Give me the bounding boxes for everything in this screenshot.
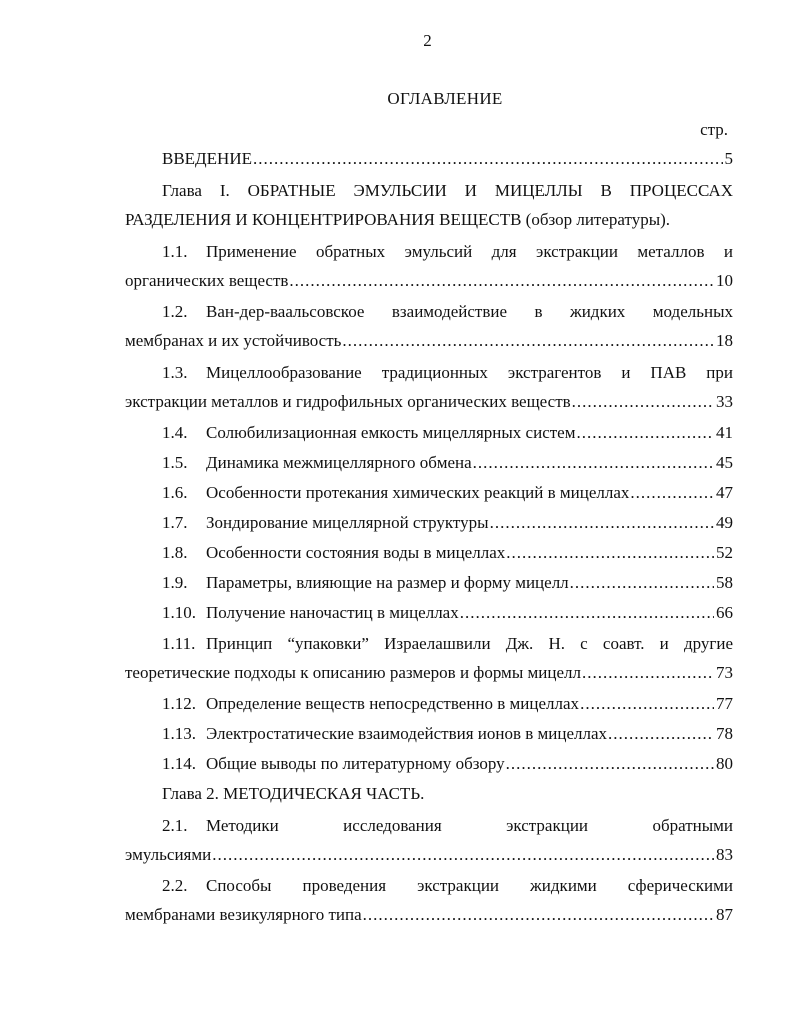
entry-title: теоретические подходы к описанию размеров и формы мицелл — [125, 663, 581, 682]
dot-leader — [342, 329, 714, 353]
toc-entry-1-8[interactable] — [162, 541, 733, 565]
dot-leader — [253, 147, 723, 171]
chapter-1-heading-line-1[interactable] — [162, 179, 733, 203]
entry-number: 1.6. — [162, 483, 188, 502]
chapter-1-heading-line-2 — [125, 208, 733, 232]
entry-title: Получение наночастиц в мицеллах — [206, 603, 459, 622]
toc-entry-1-1[interactable] — [162, 240, 733, 264]
entry-title: Общие выводы по литературному обзору — [206, 754, 505, 773]
toc-entry-1-4[interactable] — [162, 421, 733, 445]
dot-leader — [473, 451, 714, 475]
toc-entry-1-5[interactable] — [162, 451, 733, 475]
entry-number: 1.1. — [162, 242, 188, 261]
dot-leader — [289, 269, 714, 293]
entry-page: 87 — [716, 905, 733, 924]
entry-number: 1.14. — [162, 754, 196, 773]
entry-number: 1.2. — [162, 302, 188, 321]
toc-entry-2-1-cont — [125, 843, 733, 867]
entry-number: 1.3. — [162, 363, 188, 382]
toc-entry-1-13[interactable] — [162, 722, 733, 746]
toc-entry-1-3-cont — [125, 390, 733, 414]
entry-page: 49 — [716, 513, 733, 532]
entry-page: 77 — [716, 694, 733, 713]
dot-leader — [506, 541, 714, 565]
toc-entry-1-2[interactable] — [162, 300, 733, 324]
toc-entry-1-3[interactable] — [162, 361, 733, 385]
entry-title: Особенности состояния воды в мицеллах — [206, 543, 506, 562]
chapter-heading-text: Глава I. ОБРАТНЫЕ ЭМУЛЬСИИ И МИЦЕЛЛЫ В ПРОЦЕССАХ — [162, 181, 733, 200]
entry-title: органических веществ — [125, 271, 289, 290]
entry-page: 47 — [716, 483, 733, 502]
toc-entry-2-2-cont — [125, 903, 733, 927]
toc-entry-1-2-cont — [125, 329, 733, 353]
toc-entry-1-7[interactable] — [162, 511, 733, 535]
entry-page: 41 — [716, 423, 733, 442]
entry-page: 18 — [716, 331, 733, 350]
entry-title: Определение веществ непосредственно в мицеллах — [206, 694, 580, 713]
entry-title: Мицеллообразование традиционных экстрагентов и ПАВ при — [206, 363, 733, 382]
dot-leader — [608, 722, 714, 746]
entry-title: мембранами везикулярного типа — [125, 905, 362, 924]
entry-title: Способы проведения экстракции жидкими сферическими — [206, 876, 733, 895]
entry-title: Применение обратных эмульсий для экстракции металлов и — [206, 242, 733, 261]
dot-leader — [363, 903, 714, 927]
dot-leader — [630, 481, 714, 505]
entry-title: Принцип “упаковки” Израелашвили Дж. Н. с соавт. и другие — [206, 634, 733, 653]
entry-number: 2.1. — [162, 816, 188, 835]
dot-leader — [580, 692, 714, 716]
entry-number: 2.2. — [162, 876, 188, 895]
chapter-heading-text: Глава 2. МЕТОДИЧЕСКАЯ ЧАСТЬ. — [162, 784, 425, 803]
entry-title: Ван-дер-ваальсовское взаимодействие в жидких модельных — [206, 302, 733, 321]
toc-entry-introduction[interactable] — [162, 147, 733, 171]
dot-leader — [506, 752, 714, 776]
entry-number: 1.8. — [162, 543, 188, 562]
toc-entry-1-14[interactable] — [162, 752, 733, 776]
dot-leader — [212, 843, 714, 867]
entry-number: 1.5. — [162, 453, 188, 472]
entry-page: 58 — [716, 573, 733, 592]
dot-leader — [572, 390, 714, 414]
entry-page: 80 — [716, 754, 733, 773]
entry-title: Электростатические взаимодействия ионов в мицеллах — [206, 724, 608, 743]
entry-number: 1.11. — [162, 634, 196, 653]
toc-entry-1-6[interactable] — [162, 481, 733, 505]
entry-page: 73 — [716, 663, 733, 682]
page-column-label: стр. — [700, 120, 728, 139]
entry-title: экстракции металлов и гидрофильных органических веществ — [125, 392, 571, 411]
dot-leader — [582, 661, 714, 685]
entry-number: 1.4. — [162, 423, 188, 442]
entry-page: 5 — [724, 149, 733, 168]
entry-number: 1.9. — [162, 573, 188, 592]
entry-page: 10 — [716, 271, 733, 290]
entry-title: Зондирование мицеллярной структуры — [206, 513, 489, 532]
entry-number: 1.10. — [162, 603, 196, 622]
toc-entry-1-11[interactable] — [162, 632, 733, 656]
entry-title: Параметры, влияющие на размер и форму мицелл — [206, 573, 569, 592]
toc-entry-1-9[interactable] — [162, 571, 733, 595]
dot-leader — [460, 601, 714, 625]
entry-page: 78 — [716, 724, 733, 743]
chapter-heading-text: РАЗДЕЛЕНИЯ И КОНЦЕНТРИРОВАНИЯ ВЕЩЕСТВ (обзор литературы). — [125, 210, 671, 229]
entry-title: Особенности протекания химических реакций в мицеллах — [206, 483, 630, 502]
page-number: 2 — [423, 31, 432, 50]
toc-entry-1-1-cont — [125, 269, 733, 293]
dot-leader — [490, 511, 714, 535]
entry-number: 1.7. — [162, 513, 188, 532]
entry-title: ВВЕДЕНИЕ — [162, 149, 252, 168]
entry-title: эмульсиями — [125, 845, 212, 864]
toc-entry-1-11-cont — [125, 661, 733, 685]
entry-page: 66 — [716, 603, 733, 622]
toc-entry-1-10[interactable] — [162, 601, 733, 625]
entry-title: Солюбилизационная емкость мицеллярных систем — [206, 423, 576, 442]
toc-entry-1-12[interactable] — [162, 692, 733, 716]
entry-number: 1.13. — [162, 724, 196, 743]
toc-title: ОГЛАВЛЕНИЕ — [387, 89, 503, 108]
entry-page: 33 — [716, 392, 733, 411]
entry-page: 52 — [716, 543, 733, 562]
chapter-2-heading[interactable] — [162, 782, 733, 806]
entry-page: 45 — [716, 453, 733, 472]
entry-title: мембранах и их устойчивость — [125, 331, 342, 350]
entry-title: Динамика межмицеллярного обмена — [206, 453, 472, 472]
entry-number: 1.12. — [162, 694, 196, 713]
dot-leader — [570, 571, 714, 595]
entry-title: Методики исследования экстракции обратными — [206, 816, 733, 835]
entry-page: 83 — [716, 845, 733, 864]
dot-leader — [576, 421, 714, 445]
toc-entry-2-1[interactable] — [162, 814, 733, 838]
toc-entry-2-2[interactable] — [162, 874, 733, 898]
